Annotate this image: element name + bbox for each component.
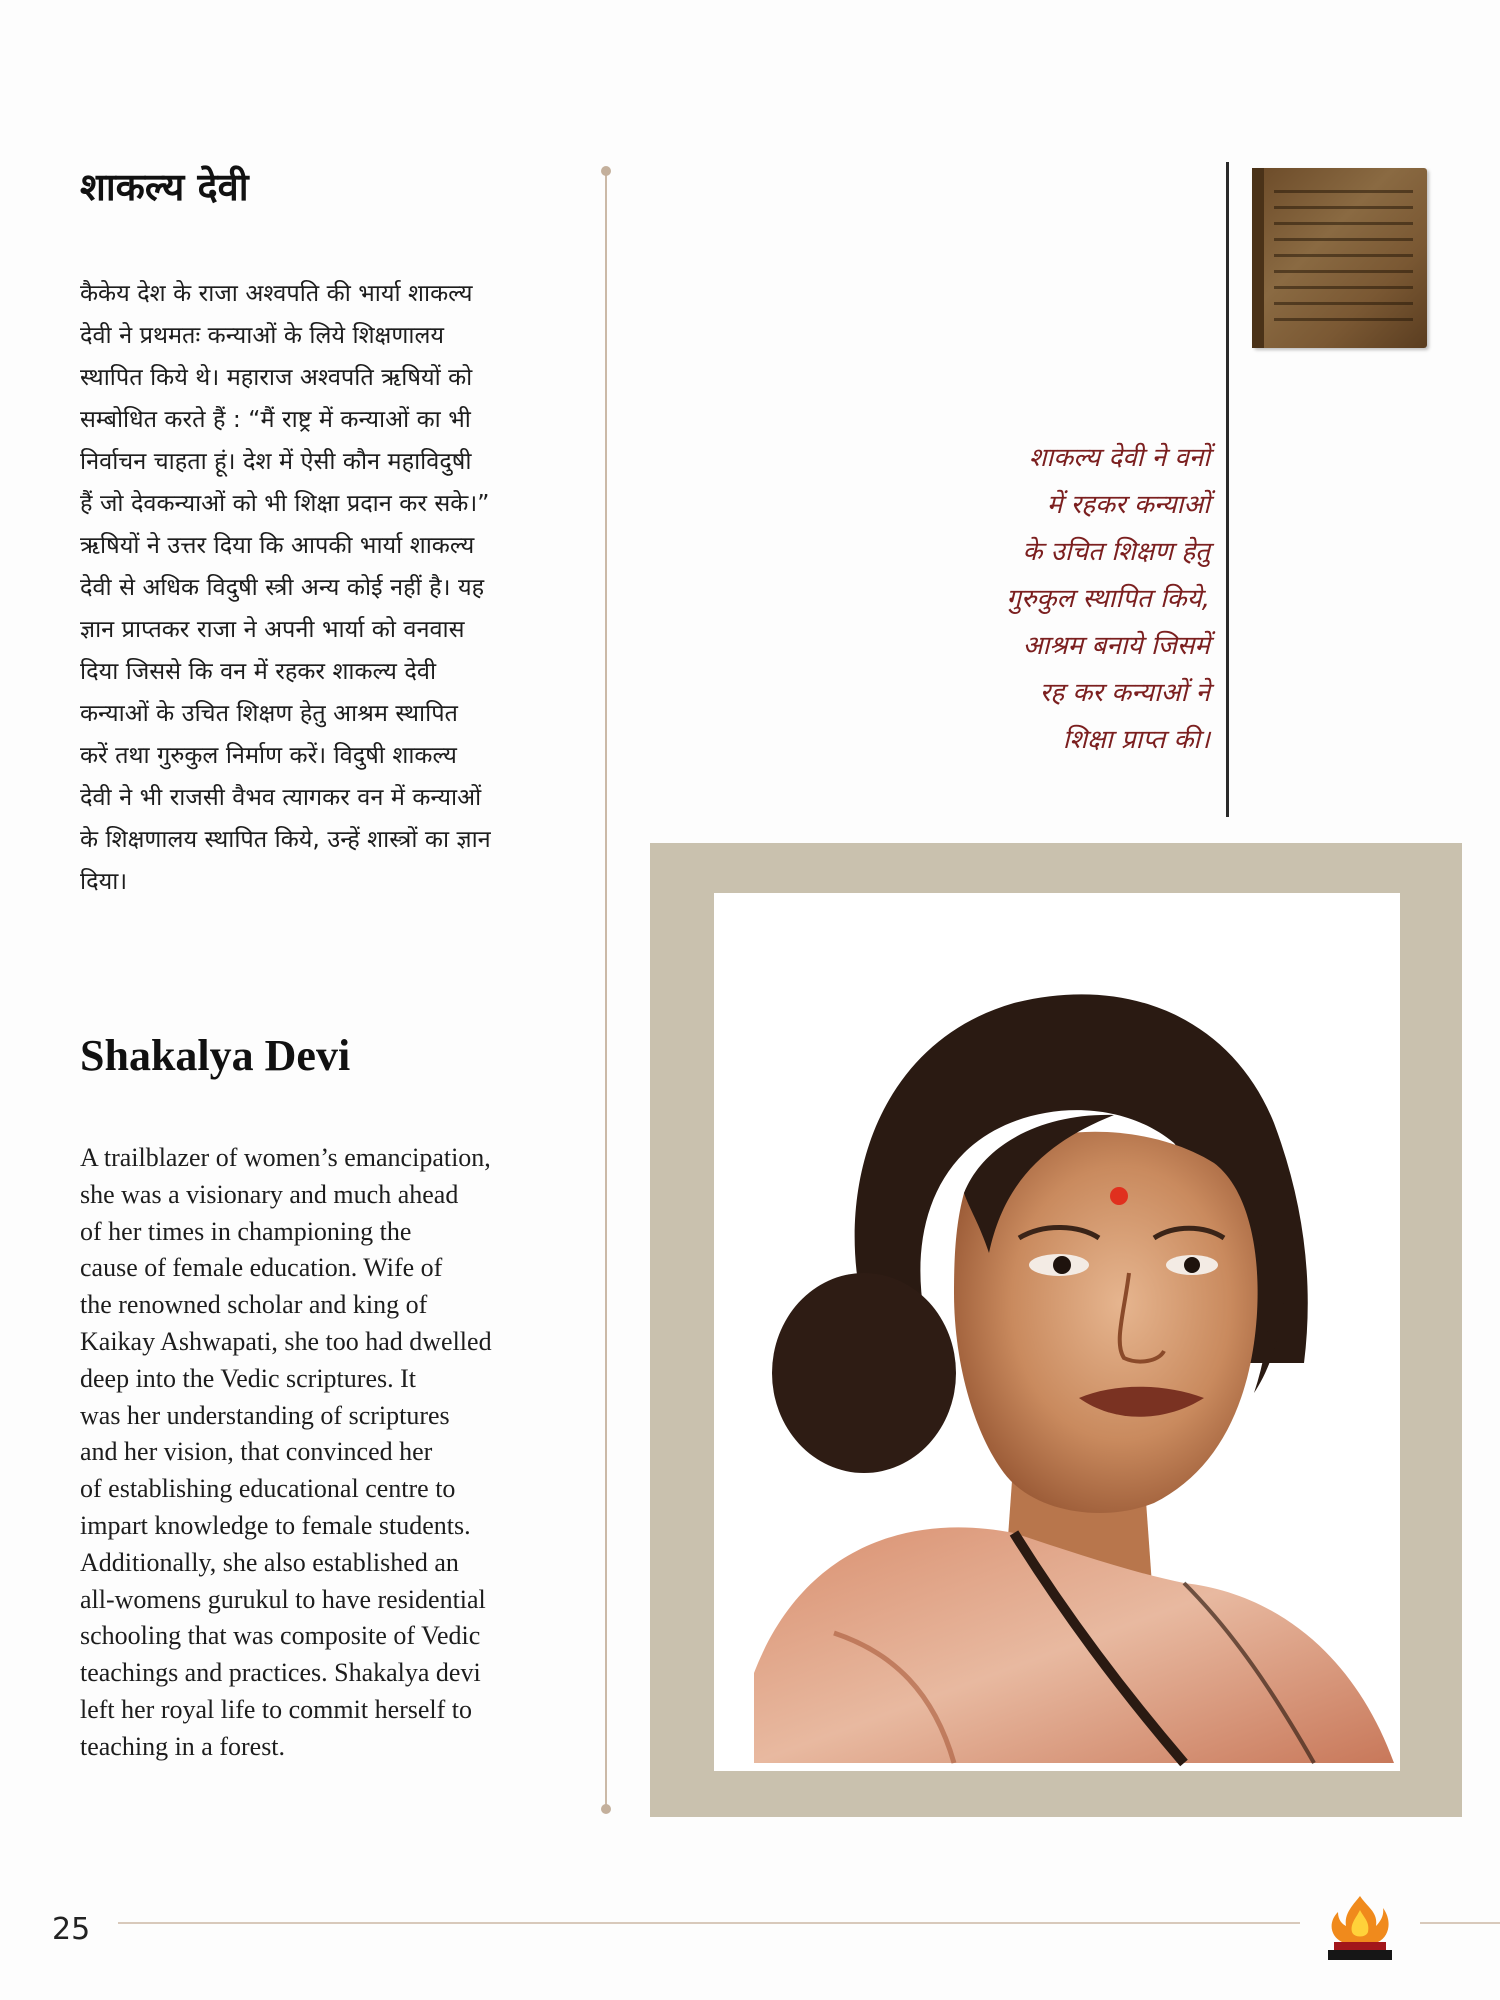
pull-quote-rule <box>1226 162 1229 817</box>
hindi-line: स्थापित किये थे। महाराज अश्वपति ऋषियों को <box>80 363 473 391</box>
pull-quote-line: के उचित शिक्षण हेतु <box>1022 537 1210 567</box>
english-line: all-womens gurukul to have residential <box>80 1584 486 1614</box>
hindi-line: दिया। <box>80 867 128 895</box>
hindi-line: करें तथा गुरुकुल निर्माण करें। विदुषी शाकल्य <box>80 741 457 769</box>
pull-quote-line: गुरुकुल स्थापित किये, <box>1006 584 1210 614</box>
hindi-line: देवी ने प्रथमतः कन्याओं के लिये शिक्षणालय <box>80 321 445 349</box>
column-divider <box>605 170 607 1810</box>
bindi <box>1110 1187 1128 1205</box>
english-line: of establishing educational centre to <box>80 1474 456 1504</box>
manuscript-line <box>1274 286 1413 289</box>
manuscript-line <box>1274 302 1413 305</box>
manuscript-line <box>1274 238 1413 241</box>
sari <box>754 1527 1394 1763</box>
english-line: the renowned scholar and king of <box>80 1290 428 1320</box>
sacred-fire-icon <box>1320 1892 1400 1962</box>
english-paragraph <box>80 1140 580 1766</box>
english-line: schooling that was composite of Vedic <box>80 1621 481 1651</box>
manuscript-line <box>1274 190 1413 193</box>
english-line: A trailblazer of women’s emancipation, <box>80 1143 491 1172</box>
hindi-line: हैं जो देवकन्याओं को भी शिक्षा प्रदान कर सके।” <box>80 489 490 517</box>
pull-quote-line: शिक्षा प्राप्त की। <box>1062 725 1210 755</box>
footer-rule <box>118 1922 1300 1924</box>
english-line: teaching in a forest. <box>80 1731 286 1761</box>
pull-quote-line: शाकल्य देवी ने वनों <box>1028 443 1210 473</box>
footer-rule <box>1420 1922 1500 1924</box>
manuscript-spine <box>1252 168 1264 348</box>
pull-quote <box>1006 435 1210 764</box>
manuscript-icon <box>1252 168 1427 348</box>
manuscript-line <box>1274 318 1413 321</box>
hindi-line: निर्वाचन चाहता हूं। देश में ऐसी कौन महाविदुषी <box>80 447 472 475</box>
english-line: of her times in championing the <box>80 1216 412 1246</box>
english-line: and her vision, that convinced her <box>80 1437 433 1467</box>
hindi-line: कैकेय देश के राजा अश्वपति की भार्या शाकल्य <box>80 279 473 307</box>
english-title: Shakalya Devi <box>80 1031 351 1080</box>
manuscript-line <box>1274 270 1413 273</box>
page-number: 25 <box>52 1912 91 1947</box>
hindi-line: सम्बोधित करते हैं : “मैं राष्ट्र में कन्याओं का भी <box>80 405 471 433</box>
pull-quote-line: में रहकर कन्याओं <box>1046 490 1210 520</box>
portrait-frame <box>650 843 1462 1817</box>
right-pupil <box>1184 1257 1200 1273</box>
hindi-line: ऋषियों ने उत्तर दिया कि आपकी भार्या शाकल्य <box>80 531 475 559</box>
hindi-title: शाकल्य देवी <box>80 165 249 209</box>
pull-quote-line: रह कर कन्याओं ने <box>1039 678 1210 708</box>
divider-dot <box>601 166 611 176</box>
manuscript-line <box>1274 254 1413 257</box>
english-line: teachings and practices. Shakalya devi <box>80 1658 481 1688</box>
hindi-line: कन्याओं के उचित शिक्षण हेतु आश्रम स्थापित <box>80 699 458 727</box>
manuscript-line <box>1274 206 1413 209</box>
english-line: she was a visionary and much ahead <box>80 1179 459 1209</box>
hindi-line: ज्ञान प्राप्तकर राजा ने अपनी भार्या को वनवास <box>80 615 465 643</box>
english-line: left her royal life to commit herself to <box>80 1694 473 1724</box>
hindi-line: के शिक्षणालय स्थापित किये, उन्हें शास्त्रों का ज्ञान <box>80 825 491 853</box>
hindi-line: देवी से अधिक विदुषी स्त्री अन्य कोई नहीं है। यह <box>80 573 485 601</box>
manuscript-line <box>1274 222 1413 225</box>
english-line: was her understanding of scriptures <box>80 1400 450 1430</box>
english-line: deep into the Vedic scriptures. It <box>80 1363 416 1393</box>
portrait-illustration <box>714 893 1400 1771</box>
english-line: impart knowledge to female students. <box>80 1510 471 1540</box>
english-line: Kaikay Ashwapati, she too had dwelled <box>80 1326 492 1356</box>
hindi-line: देवी ने भी राजसी वैभव त्यागकर वन में कन्याओं <box>80 783 482 811</box>
left-pupil <box>1053 1256 1071 1274</box>
english-line: Additionally, she also established an <box>80 1547 459 1577</box>
hair-bun <box>772 1273 956 1473</box>
english-line: cause of female education. Wife of <box>80 1253 443 1283</box>
pull-quote-line: आश्रम बनाये जिसमें <box>1022 631 1210 661</box>
portrait-canvas <box>714 893 1400 1771</box>
hindi-paragraph <box>80 272 580 902</box>
divider-dot <box>601 1804 611 1814</box>
hindi-line: दिया जिससे कि वन में रहकर शाकल्य देवी <box>80 657 437 685</box>
